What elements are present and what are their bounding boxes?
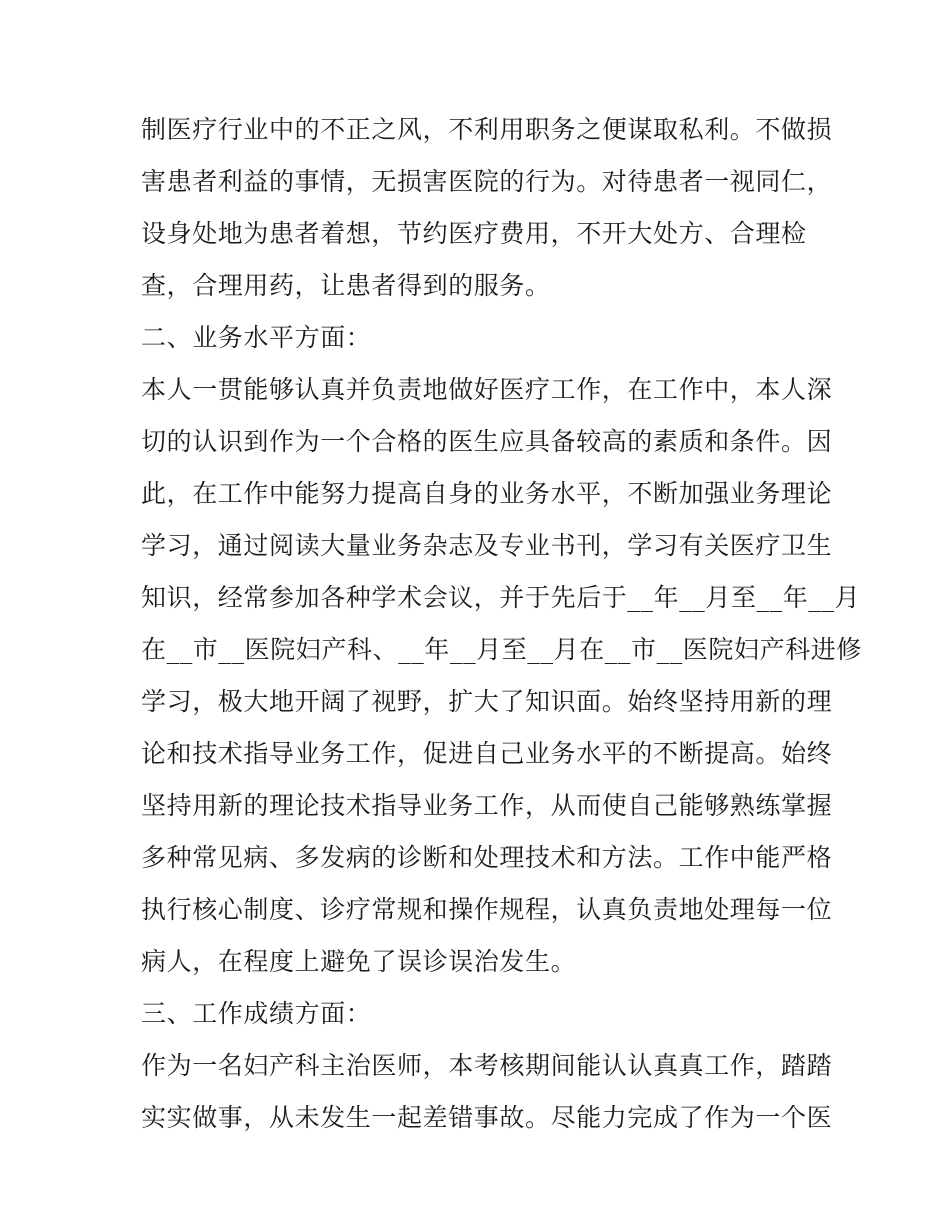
- text-line: 作为一名妇产科主治医师，本考核期间能认认真真工作，踏踏: [141, 1051, 833, 1080]
- text-line: 学习，极大地开阔了视野，扩大了知识面。始终坚持用新的理: [141, 687, 833, 716]
- text-line: 此，在工作中能努力提高自身的业务水平，不断加强业务理论: [141, 479, 833, 508]
- text-line: 坚持用新的理论技术指导业务工作，从而使自己能够熟练掌握: [141, 791, 833, 820]
- text-line: 多种常见病、多发病的诊断和处理技术和方法。工作中能严格: [141, 843, 833, 872]
- text-line: 在__市__医院妇产科、__年__月至__月在__市__医院妇产科进修: [141, 635, 863, 664]
- section-heading: 二、业务水平方面：: [141, 323, 372, 352]
- text-line: 查，合理用药，让患者得到的服务。: [141, 271, 551, 300]
- text-line: 本人一贯能够认真并负责地做好医疗工作，在工作中，本人深: [141, 375, 833, 404]
- text-line: 设身处地为患者着想，节约医疗费用，不开大处方、合理检: [141, 219, 807, 248]
- text-line: 病人，在程度上避免了误诊误治发生。: [141, 947, 577, 976]
- text-line: 实实做事，从未发生一起差错事故。尽能力完成了作为一个医: [141, 1103, 833, 1132]
- text-line: 论和技术指导业务工作，促进自己业务水平的不断提高。始终: [141, 739, 833, 768]
- text-line: 切的认识到作为一个合格的医生应具备较高的素质和条件。因: [141, 427, 833, 456]
- text-line: 制医疗行业中的不正之风，不利用职务之便谋取私利。不做损: [141, 115, 833, 144]
- text-line: 学习，通过阅读大量业务杂志及专业书刊，学习有关医疗卫生: [141, 531, 833, 560]
- text-line: 知识，经常参加各种学术会议，并于先后于__年__月至__年__月: [141, 583, 861, 612]
- text-line: 害患者利益的事情，无损害医院的行为。对待患者一视同仁，: [141, 167, 833, 196]
- section-heading: 三、工作成绩方面：: [141, 999, 372, 1028]
- document-body: [141, 104, 863, 1144]
- text-line: 执行核心制度、诊疗常规和操作规程，认真负责地处理每一位: [141, 895, 833, 924]
